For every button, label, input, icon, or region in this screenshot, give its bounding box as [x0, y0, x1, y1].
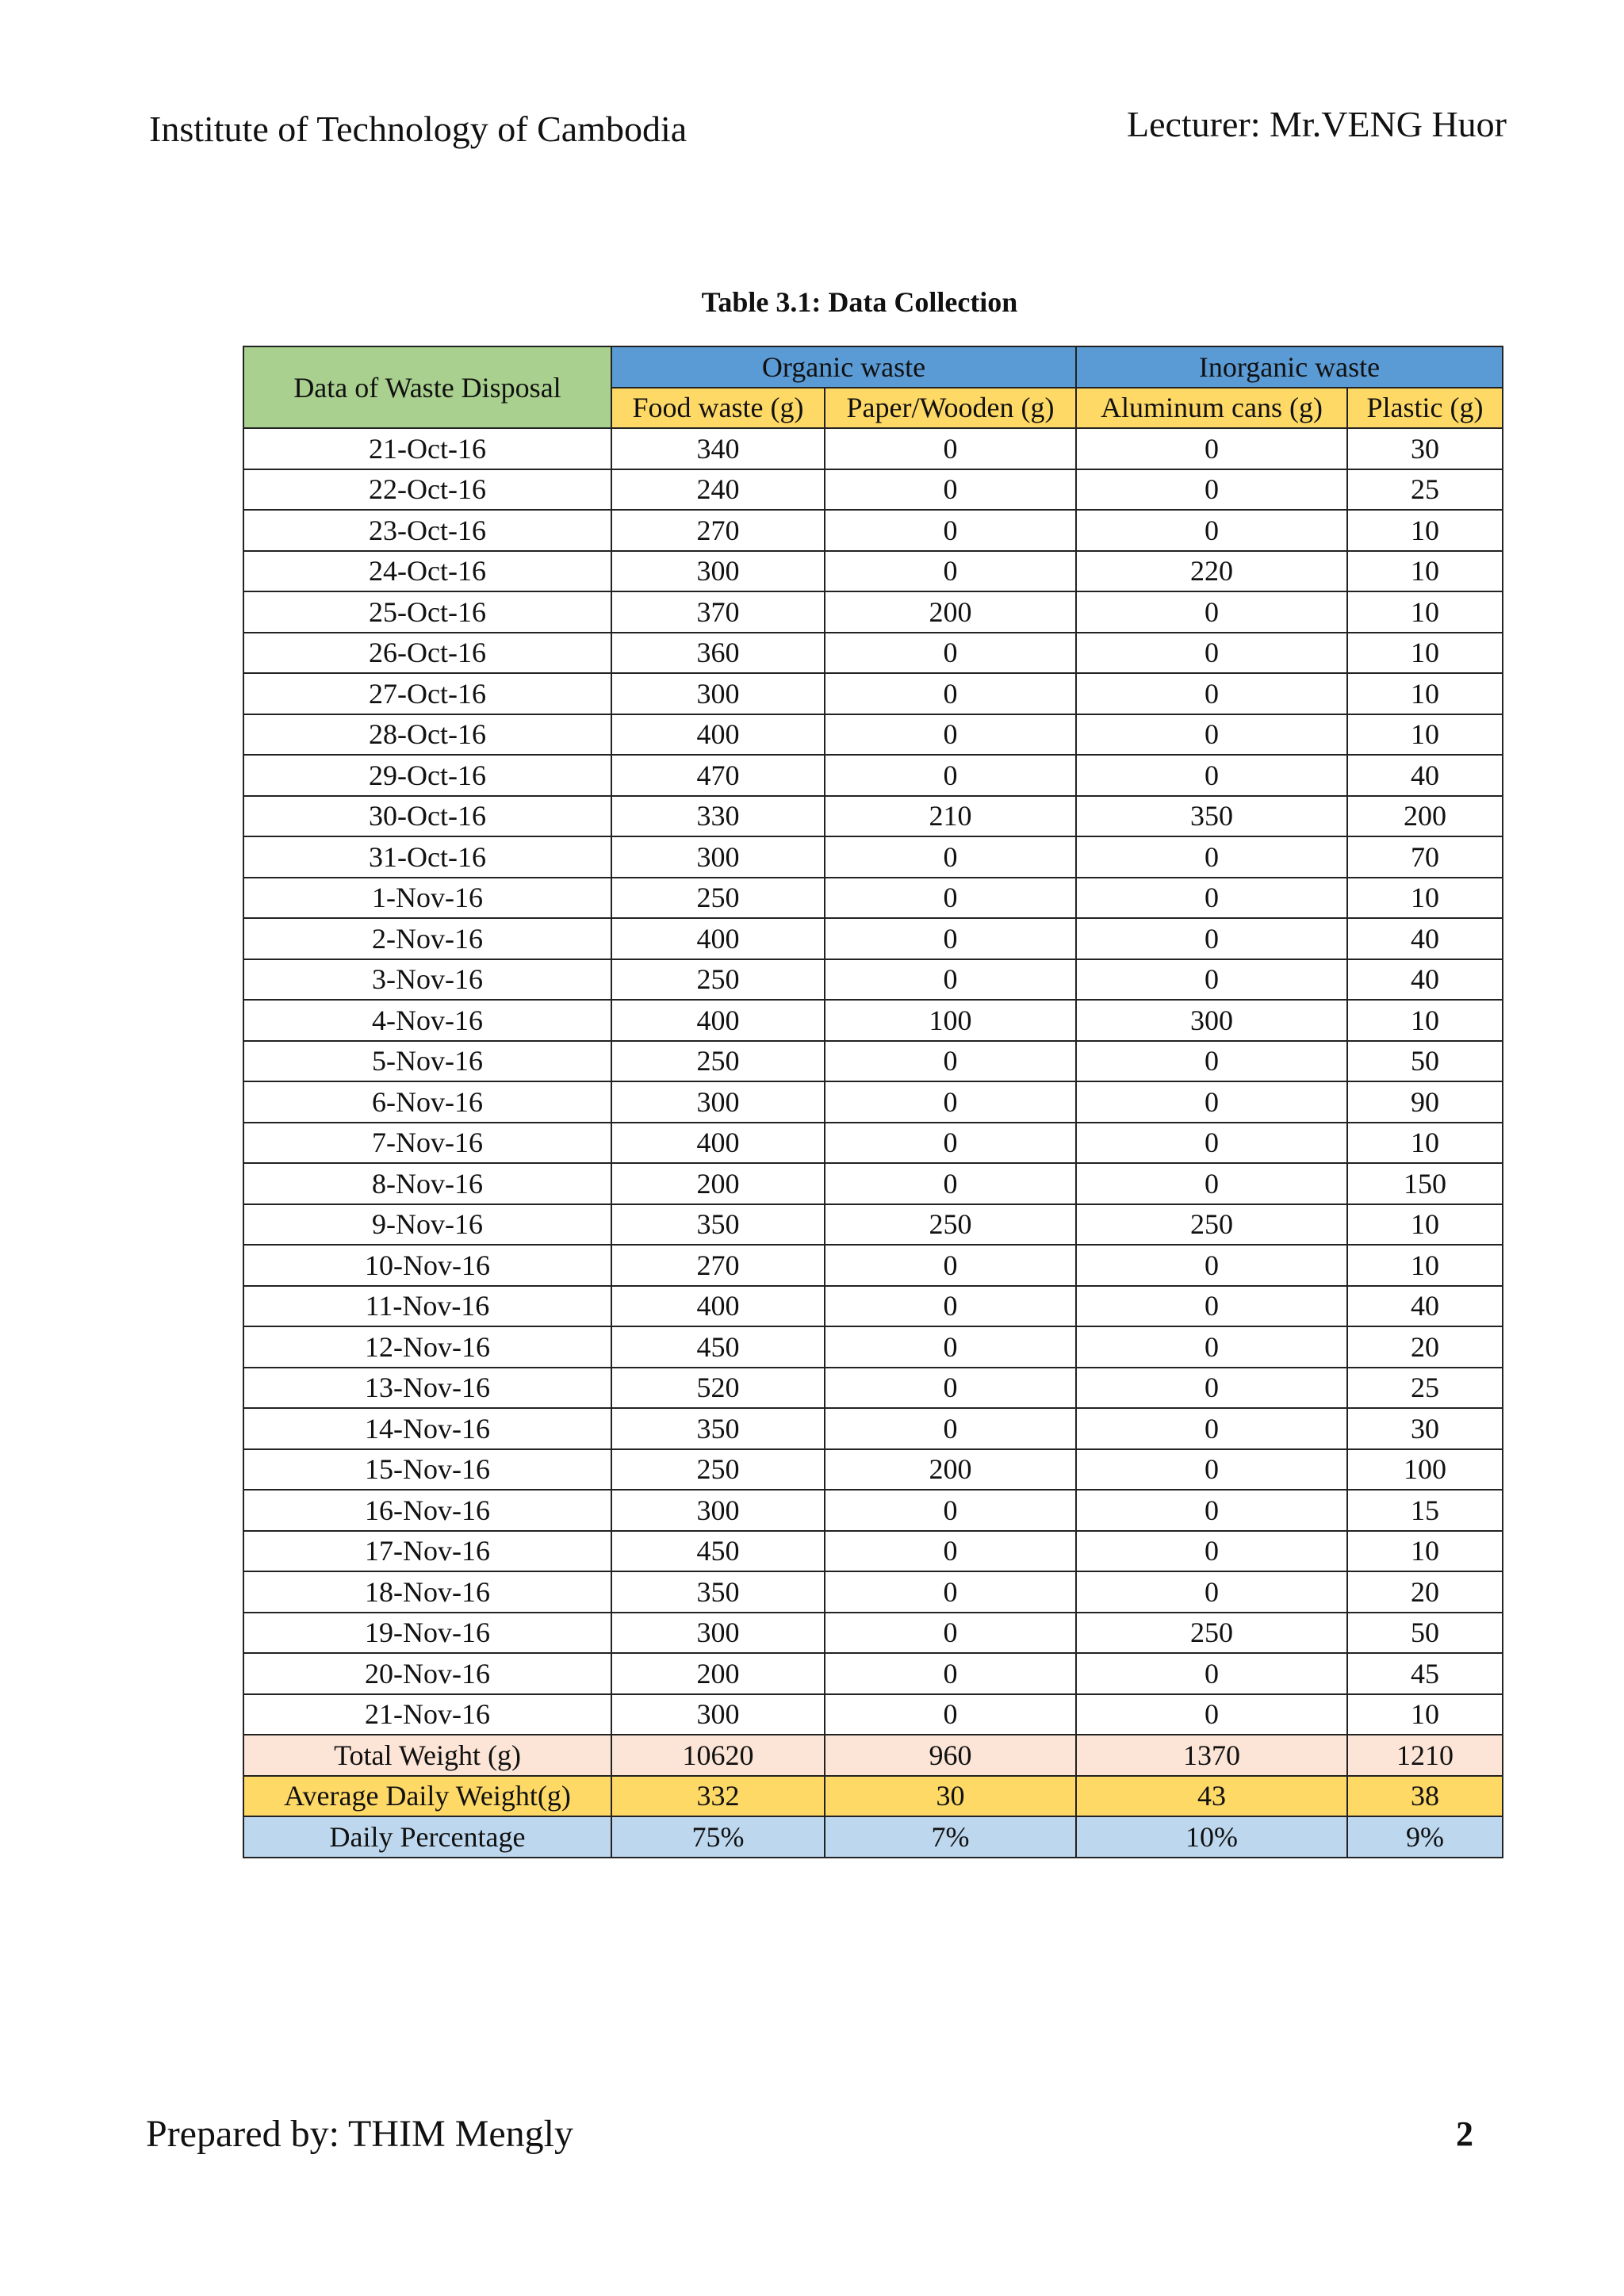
row-date: 17-Nov-16 [243, 1531, 611, 1572]
aluminum-cans-header: Aluminum cans (g) [1076, 388, 1347, 429]
row-food-waste: 400 [611, 918, 825, 959]
row-plastic: 10 [1347, 714, 1503, 756]
table-body [243, 428, 1503, 1735]
table-row [243, 1326, 1503, 1368]
row-aluminum-cans: 0 [1076, 673, 1347, 714]
percentage-food: 75% [611, 1816, 825, 1858]
row-paper-wooden: 0 [825, 959, 1076, 1001]
row-date: 23-Oct-16 [243, 510, 611, 551]
table-row [243, 469, 1503, 511]
total-weight-row [243, 1735, 1503, 1776]
table-row [243, 1286, 1503, 1327]
row-paper-wooden: 0 [825, 1571, 1076, 1613]
percentage-label: Daily Percentage [243, 1816, 611, 1858]
row-food-waste: 250 [611, 878, 825, 919]
row-plastic: 10 [1347, 1123, 1503, 1164]
row-aluminum-cans: 0 [1076, 755, 1347, 796]
row-plastic: 10 [1347, 591, 1503, 633]
row-aluminum-cans: 0 [1076, 918, 1347, 959]
row-plastic: 20 [1347, 1326, 1503, 1368]
table-row [243, 1368, 1503, 1409]
table-row [243, 1571, 1503, 1613]
row-date: 1-Nov-16 [243, 878, 611, 919]
row-paper-wooden: 0 [825, 551, 1076, 592]
row-date: 29-Oct-16 [243, 755, 611, 796]
row-paper-wooden: 0 [825, 1653, 1076, 1694]
date-column-header: Data of Waste Disposal [243, 346, 611, 428]
row-paper-wooden: 250 [825, 1204, 1076, 1246]
table-row [243, 428, 1503, 469]
table-row [243, 1449, 1503, 1490]
plastic-header: Plastic (g) [1347, 388, 1503, 429]
food-waste-header: Food waste (g) [611, 388, 825, 429]
row-plastic: 10 [1347, 1204, 1503, 1246]
row-aluminum-cans: 0 [1076, 959, 1347, 1001]
table-row [243, 1531, 1503, 1572]
row-plastic: 20 [1347, 1571, 1503, 1613]
row-paper-wooden: 0 [825, 1286, 1076, 1327]
table-row [243, 591, 1503, 633]
table-caption: Table 3.1: Data Collection [701, 286, 1018, 318]
row-date: 10-Nov-16 [243, 1245, 611, 1286]
row-food-waste: 270 [611, 1245, 825, 1286]
table-row [243, 878, 1503, 919]
row-aluminum-cans: 0 [1076, 633, 1347, 674]
row-aluminum-cans: 0 [1076, 1123, 1347, 1164]
row-food-waste: 520 [611, 1368, 825, 1409]
row-aluminum-cans: 0 [1076, 878, 1347, 919]
row-paper-wooden: 0 [825, 1490, 1076, 1531]
row-paper-wooden: 0 [825, 714, 1076, 756]
row-paper-wooden: 0 [825, 1081, 1076, 1123]
row-plastic: 90 [1347, 1081, 1503, 1123]
row-plastic: 50 [1347, 1613, 1503, 1654]
row-food-waste: 300 [611, 836, 825, 878]
row-plastic: 40 [1347, 755, 1503, 796]
average-food: 332 [611, 1776, 825, 1817]
row-paper-wooden: 200 [825, 1449, 1076, 1490]
row-aluminum-cans: 0 [1076, 1571, 1347, 1613]
row-paper-wooden: 210 [825, 796, 1076, 837]
row-plastic: 70 [1347, 836, 1503, 878]
row-plastic: 25 [1347, 469, 1503, 511]
row-aluminum-cans: 0 [1076, 1531, 1347, 1572]
row-plastic: 10 [1347, 1000, 1503, 1041]
table-row [243, 714, 1503, 756]
row-date: 25-Oct-16 [243, 591, 611, 633]
row-paper-wooden: 0 [825, 878, 1076, 919]
row-food-waste: 200 [611, 1163, 825, 1204]
row-food-waste: 350 [611, 1204, 825, 1246]
row-plastic: 10 [1347, 633, 1503, 674]
row-food-waste: 340 [611, 428, 825, 469]
row-aluminum-cans: 0 [1076, 1163, 1347, 1204]
row-food-waste: 350 [611, 1408, 825, 1449]
total-label: Total Weight (g) [243, 1735, 611, 1776]
table-row [243, 673, 1503, 714]
paper-wooden-header: Paper/Wooden (g) [825, 388, 1076, 429]
row-paper-wooden: 0 [825, 1694, 1076, 1735]
row-food-waste: 470 [611, 755, 825, 796]
row-food-waste: 400 [611, 714, 825, 756]
row-paper-wooden: 0 [825, 1123, 1076, 1164]
page-number: 2 [1456, 2114, 1473, 2153]
table-row [243, 1000, 1503, 1041]
table-row [243, 1081, 1503, 1123]
row-plastic: 30 [1347, 1408, 1503, 1449]
row-food-waste: 300 [611, 1613, 825, 1654]
row-date: 15-Nov-16 [243, 1449, 611, 1490]
row-date: 22-Oct-16 [243, 469, 611, 511]
row-aluminum-cans: 0 [1076, 714, 1347, 756]
row-aluminum-cans: 0 [1076, 1490, 1347, 1531]
row-plastic: 50 [1347, 1041, 1503, 1082]
table-row [243, 1245, 1503, 1286]
row-plastic: 10 [1347, 673, 1503, 714]
row-paper-wooden: 100 [825, 1000, 1076, 1041]
row-date: 7-Nov-16 [243, 1123, 611, 1164]
row-plastic: 10 [1347, 551, 1503, 592]
row-food-waste: 400 [611, 1000, 825, 1041]
row-plastic: 40 [1347, 1286, 1503, 1327]
row-paper-wooden: 0 [825, 755, 1076, 796]
row-plastic: 200 [1347, 796, 1503, 837]
row-aluminum-cans: 0 [1076, 1653, 1347, 1694]
total-aluminum: 1370 [1076, 1735, 1347, 1776]
row-food-waste: 350 [611, 1571, 825, 1613]
row-plastic: 10 [1347, 878, 1503, 919]
row-paper-wooden: 0 [825, 510, 1076, 551]
row-date: 31-Oct-16 [243, 836, 611, 878]
row-aluminum-cans: 0 [1076, 510, 1347, 551]
row-paper-wooden: 0 [825, 1163, 1076, 1204]
row-food-waste: 250 [611, 1041, 825, 1082]
row-food-waste: 330 [611, 796, 825, 837]
row-paper-wooden: 0 [825, 469, 1076, 511]
row-paper-wooden: 0 [825, 1041, 1076, 1082]
table-row [243, 1613, 1503, 1654]
row-food-waste: 250 [611, 1449, 825, 1490]
row-plastic: 150 [1347, 1163, 1503, 1204]
table-row [243, 1041, 1503, 1082]
row-paper-wooden: 0 [825, 633, 1076, 674]
table-row [243, 755, 1503, 796]
row-aluminum-cans: 0 [1076, 1694, 1347, 1735]
row-food-waste: 360 [611, 633, 825, 674]
row-food-waste: 300 [611, 551, 825, 592]
table-row [243, 1490, 1503, 1531]
percentage-aluminum: 10% [1076, 1816, 1347, 1858]
table-row [243, 1123, 1503, 1164]
row-date: 20-Nov-16 [243, 1653, 611, 1694]
table-row [243, 1204, 1503, 1246]
row-plastic: 25 [1347, 1368, 1503, 1409]
table-row [243, 796, 1503, 837]
table-row [243, 1694, 1503, 1735]
row-food-waste: 250 [611, 959, 825, 1001]
average-paper: 30 [825, 1776, 1076, 1817]
row-aluminum-cans: 0 [1076, 836, 1347, 878]
average-weight-row [243, 1776, 1503, 1817]
row-date: 6-Nov-16 [243, 1081, 611, 1123]
row-paper-wooden: 200 [825, 591, 1076, 633]
row-plastic: 30 [1347, 428, 1503, 469]
percentage-plastic: 9% [1347, 1816, 1503, 1858]
row-food-waste: 240 [611, 469, 825, 511]
row-paper-wooden: 0 [825, 836, 1076, 878]
row-date: 9-Nov-16 [243, 1204, 611, 1246]
row-plastic: 10 [1347, 510, 1503, 551]
average-aluminum: 43 [1076, 1776, 1347, 1817]
row-food-waste: 370 [611, 591, 825, 633]
row-aluminum-cans: 0 [1076, 1368, 1347, 1409]
row-date: 30-Oct-16 [243, 796, 611, 837]
row-date: 2-Nov-16 [243, 918, 611, 959]
row-aluminum-cans: 250 [1076, 1613, 1347, 1654]
row-paper-wooden: 0 [825, 428, 1076, 469]
row-aluminum-cans: 0 [1076, 1041, 1347, 1082]
row-date: 26-Oct-16 [243, 633, 611, 674]
waste-data-table [243, 346, 1503, 1858]
lecturer-name: Lecturer: Mr.VENG Huor [1126, 104, 1507, 144]
row-aluminum-cans: 0 [1076, 1326, 1347, 1368]
row-plastic: 10 [1347, 1694, 1503, 1735]
row-date: 18-Nov-16 [243, 1571, 611, 1613]
row-plastic: 10 [1347, 1245, 1503, 1286]
row-date: 16-Nov-16 [243, 1490, 611, 1531]
table-group-header-row [243, 346, 1503, 388]
table-row [243, 1653, 1503, 1694]
row-date: 11-Nov-16 [243, 1286, 611, 1327]
row-paper-wooden: 0 [825, 918, 1076, 959]
row-plastic: 100 [1347, 1449, 1503, 1490]
row-aluminum-cans: 0 [1076, 1449, 1347, 1490]
row-date: 13-Nov-16 [243, 1368, 611, 1409]
row-aluminum-cans: 300 [1076, 1000, 1347, 1041]
row-food-waste: 300 [611, 1490, 825, 1531]
prepared-by: Prepared by: THIM Mengly [146, 2113, 574, 2155]
row-food-waste: 400 [611, 1123, 825, 1164]
row-aluminum-cans: 250 [1076, 1204, 1347, 1246]
row-plastic: 10 [1347, 1531, 1503, 1572]
row-aluminum-cans: 0 [1076, 1081, 1347, 1123]
table-row [243, 510, 1503, 551]
row-date: 3-Nov-16 [243, 959, 611, 1001]
organic-group-header: Organic waste [611, 346, 1076, 388]
row-aluminum-cans: 0 [1076, 428, 1347, 469]
row-paper-wooden: 0 [825, 1368, 1076, 1409]
row-paper-wooden: 0 [825, 1613, 1076, 1654]
row-food-waste: 300 [611, 1694, 825, 1735]
row-aluminum-cans: 220 [1076, 551, 1347, 592]
table-row [243, 959, 1503, 1001]
row-date: 12-Nov-16 [243, 1326, 611, 1368]
row-food-waste: 270 [611, 510, 825, 551]
row-food-waste: 300 [611, 1081, 825, 1123]
row-plastic: 15 [1347, 1490, 1503, 1531]
row-aluminum-cans: 0 [1076, 1408, 1347, 1449]
row-date: 5-Nov-16 [243, 1041, 611, 1082]
row-date: 21-Oct-16 [243, 428, 611, 469]
row-paper-wooden: 0 [825, 1245, 1076, 1286]
row-food-waste: 400 [611, 1286, 825, 1327]
table-row [243, 918, 1503, 959]
row-paper-wooden: 0 [825, 673, 1076, 714]
row-date: 27-Oct-16 [243, 673, 611, 714]
table-row [243, 633, 1503, 674]
row-food-waste: 200 [611, 1653, 825, 1694]
row-aluminum-cans: 0 [1076, 591, 1347, 633]
row-date: 8-Nov-16 [243, 1163, 611, 1204]
row-paper-wooden: 0 [825, 1326, 1076, 1368]
table-row [243, 1408, 1503, 1449]
row-date: 21-Nov-16 [243, 1694, 611, 1735]
percentage-paper: 7% [825, 1816, 1076, 1858]
row-aluminum-cans: 350 [1076, 796, 1347, 837]
total-paper: 960 [825, 1735, 1076, 1776]
table-row [243, 551, 1503, 592]
row-food-waste: 450 [611, 1326, 825, 1368]
row-aluminum-cans: 0 [1076, 1245, 1347, 1286]
row-food-waste: 300 [611, 673, 825, 714]
row-date: 14-Nov-16 [243, 1408, 611, 1449]
row-date: 4-Nov-16 [243, 1000, 611, 1041]
table-row [243, 836, 1503, 878]
institute-name: Institute of Technology of Cambodia [149, 109, 688, 149]
row-paper-wooden: 0 [825, 1531, 1076, 1572]
total-plastic: 1210 [1347, 1735, 1503, 1776]
row-paper-wooden: 0 [825, 1408, 1076, 1449]
inorganic-group-header: Inorganic waste [1076, 346, 1503, 388]
total-food: 10620 [611, 1735, 825, 1776]
row-aluminum-cans: 0 [1076, 469, 1347, 511]
daily-percentage-row [243, 1816, 1503, 1858]
average-plastic: 38 [1347, 1776, 1503, 1817]
row-plastic: 40 [1347, 959, 1503, 1001]
row-food-waste: 450 [611, 1531, 825, 1572]
row-date: 19-Nov-16 [243, 1613, 611, 1654]
row-date: 28-Oct-16 [243, 714, 611, 756]
table-row [243, 1163, 1503, 1204]
average-label: Average Daily Weight(g) [243, 1776, 611, 1817]
row-date: 24-Oct-16 [243, 551, 611, 592]
row-aluminum-cans: 0 [1076, 1286, 1347, 1327]
row-plastic: 45 [1347, 1653, 1503, 1694]
row-plastic: 40 [1347, 918, 1503, 959]
